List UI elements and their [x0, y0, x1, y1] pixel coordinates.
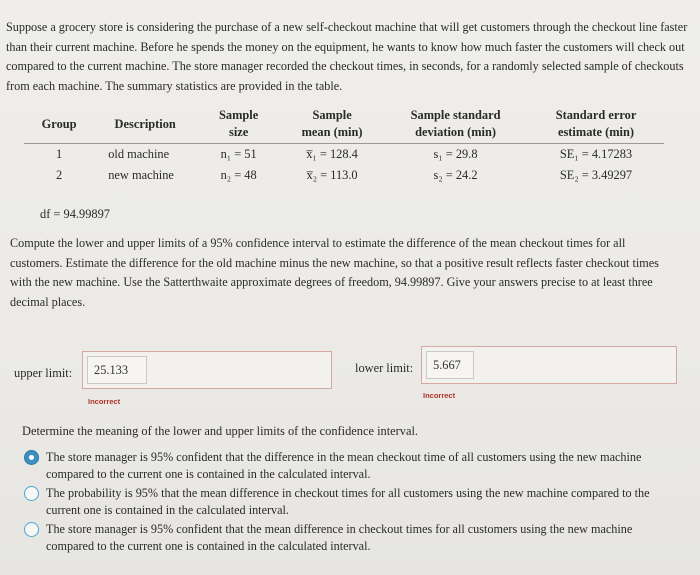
cell-group: 1: [56, 146, 63, 161]
radio-button[interactable]: [24, 450, 39, 465]
meaning-question: Determine the meaning of the lower and upper limits of the confidence interval.: [22, 424, 419, 438]
radio-button[interactable]: [24, 486, 39, 501]
header-sd-line1: Sample standard: [410, 108, 501, 122]
table-row: [24, 165, 664, 186]
cell-se: SE₂ = 3.49297: [559, 167, 633, 182]
option-text: The store manager is 95% confident that the difference in the mean checkout time of all customers using the new machine compared to the current one is contained in the calculated interval.: [46, 450, 642, 481]
option-text: The probability is 95% that the mean difference in checkout times for all customers using the new machine compared to the current one is contained in the calculated interval.: [46, 486, 650, 517]
header-sample-size: [196, 107, 281, 144]
summary-statistics-table: [24, 107, 664, 186]
cell-se: SE₁ = 4.17283: [559, 146, 633, 161]
header-size-line1: Sample: [219, 108, 259, 122]
lower-limit-feedback: Incorrect: [423, 391, 456, 400]
cell-group: 2: [56, 167, 63, 182]
header-mean-line1: Sample: [312, 108, 352, 122]
cell-mean: x̅₂ = 113.0: [306, 167, 358, 182]
upper-limit-input[interactable]: [87, 356, 147, 384]
header-group: Group: [41, 116, 77, 131]
header-sd-line2: deviation (min): [415, 125, 496, 139]
table-row: [24, 144, 664, 165]
cell-description: old machine: [108, 146, 170, 161]
problem-intro: Suppose a grocery store is considering the purchase of a new self-checkout machine that will get customers through the checkout line faster than their current machine. Before he spends the money on the equipment, he wants to know how much faster the customers will check out compared to the current machine. The store manager recorded the checkout times, in seconds, for a randomly selected sample of checkouts from each machine. The summary statistics are provided in the table.: [6, 20, 688, 93]
lower-limit-label: lower limit:: [355, 361, 414, 375]
cell-description: new machine: [108, 167, 174, 182]
header-size-line2: size: [229, 125, 249, 139]
upper-limit-answer-box: [82, 351, 332, 389]
cell-size: n₂ = 48: [220, 167, 257, 182]
option-text: The store manager is 95% confident that the mean difference in checkout times for all customers using the new machine compared to the current one is contained in the calculated interval.: [46, 522, 633, 553]
header-sample-sd: [383, 107, 528, 144]
radio-button[interactable]: [24, 522, 39, 537]
lower-limit-answer-box: [421, 346, 677, 384]
header-mean-line2: mean (min): [301, 125, 363, 139]
cell-sd: s₂ = 24.2: [433, 167, 478, 182]
table-header-row: [24, 107, 664, 144]
confidence-interval-question: Compute the lower and upper limits of a 95% confidence interval to estimate the difference of the mean checkout times for all customers. Estimate the difference for the old machine minus the new machine, so that a positive result reflects faster checkout times with the new machine. Use the Satterthwaite approximate degrees of freedom, 94.99897. Give your answers precise to at least three decimal places.: [10, 236, 659, 309]
header-se-line1: Standard error: [555, 108, 637, 122]
upper-limit-feedback: Incorrect: [88, 397, 121, 406]
cell-size: n₁ = 51: [220, 146, 257, 161]
lower-limit-input[interactable]: [426, 351, 474, 379]
degrees-of-freedom: df = 94.99897: [40, 207, 110, 221]
cell-mean: x̅₁ = 128.4: [306, 146, 358, 161]
header-standard-error: [528, 107, 664, 144]
header-description: Description: [114, 116, 176, 131]
upper-limit-label: upper limit:: [14, 366, 73, 380]
header-se-line2: estimate (min): [557, 125, 635, 139]
cell-sd: s₁ = 29.8: [433, 146, 478, 161]
header-sample-mean: [281, 107, 383, 144]
